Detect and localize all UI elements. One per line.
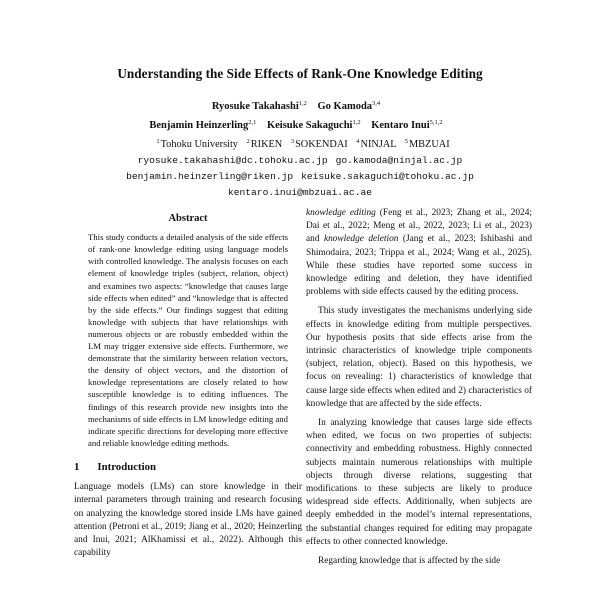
right-column	[306, 207, 532, 568]
abstract-heading: Abstract	[168, 213, 208, 224]
affiliation-name: MBZUAI	[409, 139, 450, 150]
author-email[interactable]: go.kamoda@ninjal.ac.jp	[335, 155, 463, 166]
author-line-1	[0, 96, 600, 115]
author-email[interactable]: ryosuke.takahashi@dc.tohoku.ac.jp	[137, 155, 328, 166]
author-block	[0, 96, 600, 201]
author-affil-sup: 1,2	[352, 119, 361, 126]
author-name: Keisuke Sakaguchi	[266, 120, 353, 131]
body-paragraph: Regarding knowledge that is affected by the side	[318, 556, 501, 567]
affiliation-name: NINJAL	[360, 139, 397, 150]
author-affil-sup: 1,2	[298, 100, 307, 107]
italic-term: knowledge editing	[306, 208, 376, 218]
author-name: Ryosuke Takahashi	[211, 101, 299, 112]
author-email[interactable]: keisuke.sakaguchi@tohoku.ac.jp	[301, 171, 474, 182]
author-affil-sup: 2,1	[248, 119, 257, 126]
introduction-paragraph: Language models (LMs) can store knowledge in their internal parameters through training and research focusing on analyzing the knowledge stored inside LMs have gained attention (Petroni et al., 2019; Jiang et al., 2020; Heinzerling and Inui, 2021; AlKhamissi et al., 2022). Although this capability	[74, 482, 302, 559]
author-affil-sup: 5,1,2	[429, 119, 443, 126]
affiliation-name: SOKENDAI	[295, 139, 348, 150]
author-email[interactable]: benjamin.heinzerling@riken.jp	[126, 171, 294, 182]
abstract-text: This study conducts a detailed analysis of the side effects of rank-one knowledge editing using language models with controlled knowledge. The analysis focuses on each element of knowledge triples (subject, relation, object) and examines two aspects: “knowledge that causes large side effects when edited” and “knowledge that is affected by the side effects.” Our findings suggest that editing knowledge with subjects that have relationships with numerous objects or are robustly embedded within the LM may trigger extensive side effects. Furthermore, we demonstrate that the similarity between relation vectors, the density of object vectors, and the distortion of knowledge representations are closely related to how susceptible knowledge is to editing influences. The findings of this research provide new insights into the mechanisms of side effects in LM knowledge editing and indicate specific directions for developing more effective and reliable knowledge editing methods.	[88, 232, 288, 448]
affiliation-line: $^1$Tohoku University $^2$RIKEN $^3$SOKENDAI $^4$NINJAL $^5$MBZUAI	[156, 138, 450, 150]
body-paragraph: In analyzing knowledge that causes large side effects when edited, we focus on two properties of subjects: connectivity and embedding robustness. Highly connected subjects maintain numerous relationships with multiple objects through diverse relations, suggesting that modifications to these subjects are likely to produce widespread side effects. Additionally, when subjects are deeply embedded in the model’s internal representations, the substantial changes required for editing may propagate effects to other connected knowledge.	[306, 418, 532, 547]
author-name: Benjamin Heinzerling	[149, 120, 249, 131]
affiliation-name: Tohoku University	[160, 139, 238, 150]
section-heading-introduction	[74, 461, 302, 474]
body-paragraph: knowledge editing (Feng et al., 2023; Zhang et al., 2024; Dai et al., 2022; Meng et al., 2022, 2023; Li et al., 2023) and knowledge deletion (Jang et al., 2023; Ishibashi and Shimodaira, 2023; Trippa et al., 2024; Wang et al., 2025). While these studies have reported some success in knowledge editing and deletion, they have identified problems with side effects caused by the editing process.	[306, 208, 532, 298]
section-number: 1	[74, 460, 80, 473]
author-email[interactable]: kentaro.inui@mbzuai.ac.ae	[228, 187, 372, 198]
left-column	[74, 212, 302, 560]
author-name: Kentaro Inui	[371, 120, 430, 131]
affiliation-name: RIKEN	[250, 139, 283, 150]
author-affil-sup: 3,4	[372, 100, 381, 107]
italic-term: knowledge deletion	[323, 234, 399, 245]
email-block	[0, 153, 600, 201]
author-line-2	[0, 115, 600, 134]
paper-title: Understanding the Side Effects of Rank-One Knowledge Editing	[117, 66, 483, 81]
body-paragraph: This study investigates the mechanisms underlying side effects in knowledge editing from multiple perspectives. Our hypothesis posits that side effects arise from the intrinsic characteristics of knowledge triple components (subject, relation, object). Based on this hypothesis, we focus on revealing: 1) characteristics of knowledge that cause large side effects when edited and 2) characteristics of knowledge that are affected by the side effects.	[306, 306, 532, 409]
author-name: Go Kamoda	[317, 101, 373, 112]
section-title: Introduction	[97, 460, 157, 473]
